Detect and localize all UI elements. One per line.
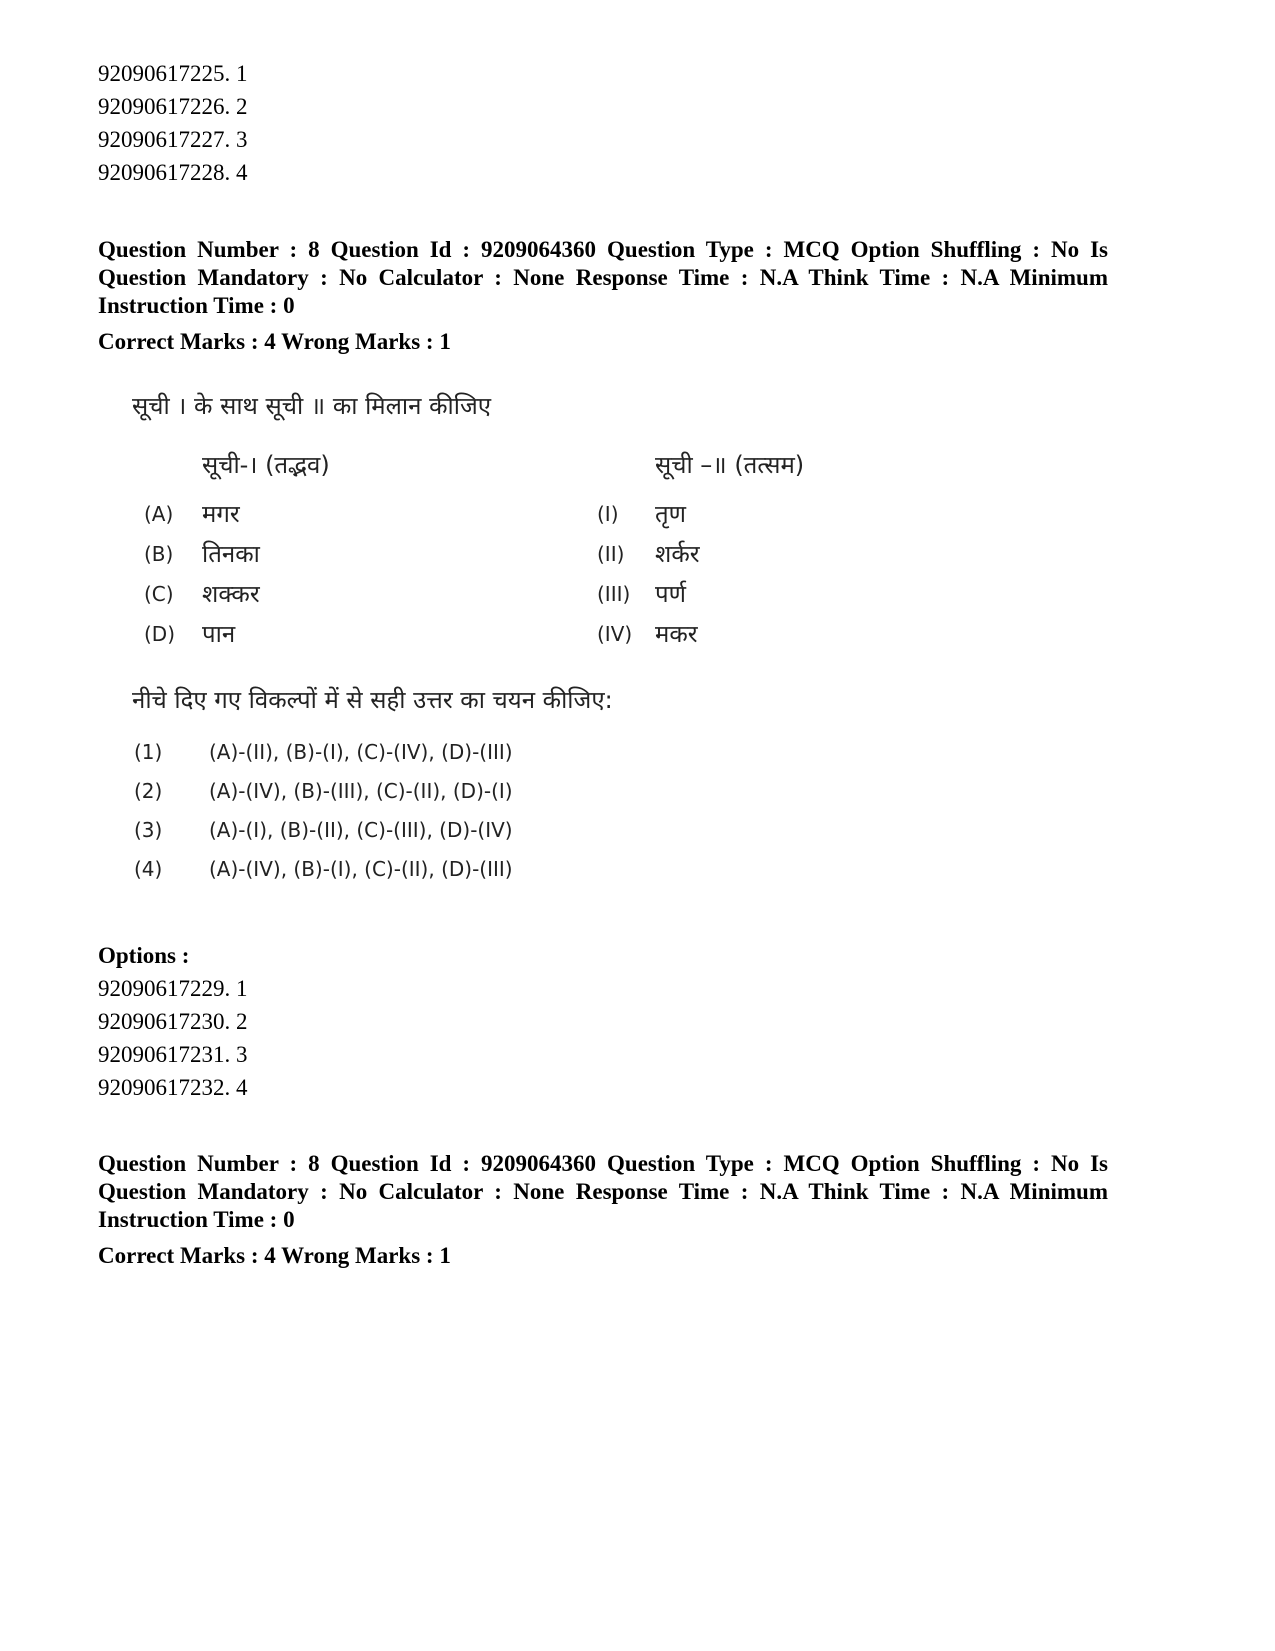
list1-label: (B) — [144, 542, 174, 566]
list1-label: (C) — [144, 582, 174, 606]
choice-text: (A)-(IV), (B)-(I), (C)-(II), (D)-(III) — [209, 857, 513, 881]
list2-label: (III) — [597, 582, 631, 606]
list2-word: पर्ण — [655, 580, 686, 608]
choice-number: (3) — [134, 818, 163, 842]
question-instruction: सूची । के साथ सूची ॥ का मिलान कीजिए — [132, 392, 492, 420]
list2-label: (IV) — [597, 622, 633, 646]
option-item: 92090617231. 3 — [98, 1042, 248, 1067]
list1-word: शक्कर — [202, 580, 260, 608]
question-marks: Correct Marks : 4 Wrong Marks : 1 — [98, 1243, 451, 1268]
list2-title: सूची –॥ (तत्सम) — [655, 451, 805, 479]
question-prompt: नीचे दिए गए विकल्पों में से सही उत्तर का चयन कीजिए: — [132, 686, 613, 714]
choice-text: (A)-(IV), (B)-(III), (C)-(II), (D)-(I) — [209, 779, 513, 803]
choice-text: (A)-(II), (B)-(I), (C)-(IV), (D)-(III) — [209, 740, 513, 764]
list1-word: पान — [202, 620, 236, 648]
question-header: Question Number : 8 Question Id : 9209064360 Question Type : MCQ Option Shuffling : No Is Question Mandatory : No Calculator : None Response Time : N.A Think Time : N.A Minimum Instruction Time : 0 — [98, 1151, 1108, 1232]
choice-number: (2) — [134, 779, 163, 803]
list2-word: शर्कर — [655, 540, 700, 568]
choice-number: (4) — [134, 857, 163, 881]
list2-label: (I) — [597, 502, 619, 526]
option-item: 92090617232. 4 — [98, 1075, 248, 1100]
option-item: 92090617229. 1 — [98, 976, 248, 1001]
choice-text: (A)-(I), (B)-(II), (C)-(III), (D)-(IV) — [209, 818, 513, 842]
list1-label: (D) — [144, 622, 176, 646]
list2-word: मकर — [655, 620, 698, 648]
option-item: 92090617226. 2 — [98, 94, 248, 119]
list1-title: सूची-। (तद्भव) — [202, 451, 330, 479]
list2-word: तृण — [655, 500, 687, 528]
list2-label: (II) — [597, 542, 625, 566]
option-item: 92090617230. 2 — [98, 1009, 248, 1034]
choice-number: (1) — [134, 740, 163, 764]
option-item: 92090617225. 1 — [98, 61, 248, 86]
question-marks: Correct Marks : 4 Wrong Marks : 1 — [98, 329, 451, 354]
question-header: Question Number : 8 Question Id : 9209064360 Question Type : MCQ Option Shuffling : No Is Question Mandatory : No Calculator : None Response Time : N.A Think Time : N.A Minimum Instruction Time : 0 — [98, 237, 1108, 318]
option-item: 92090617228. 4 — [98, 160, 248, 185]
list1-word: तिनका — [202, 540, 260, 568]
list1-word: मगर — [202, 500, 240, 528]
option-item: 92090617227. 3 — [98, 127, 248, 152]
options-label: Options : — [98, 943, 190, 968]
list1-label: (A) — [144, 502, 174, 526]
